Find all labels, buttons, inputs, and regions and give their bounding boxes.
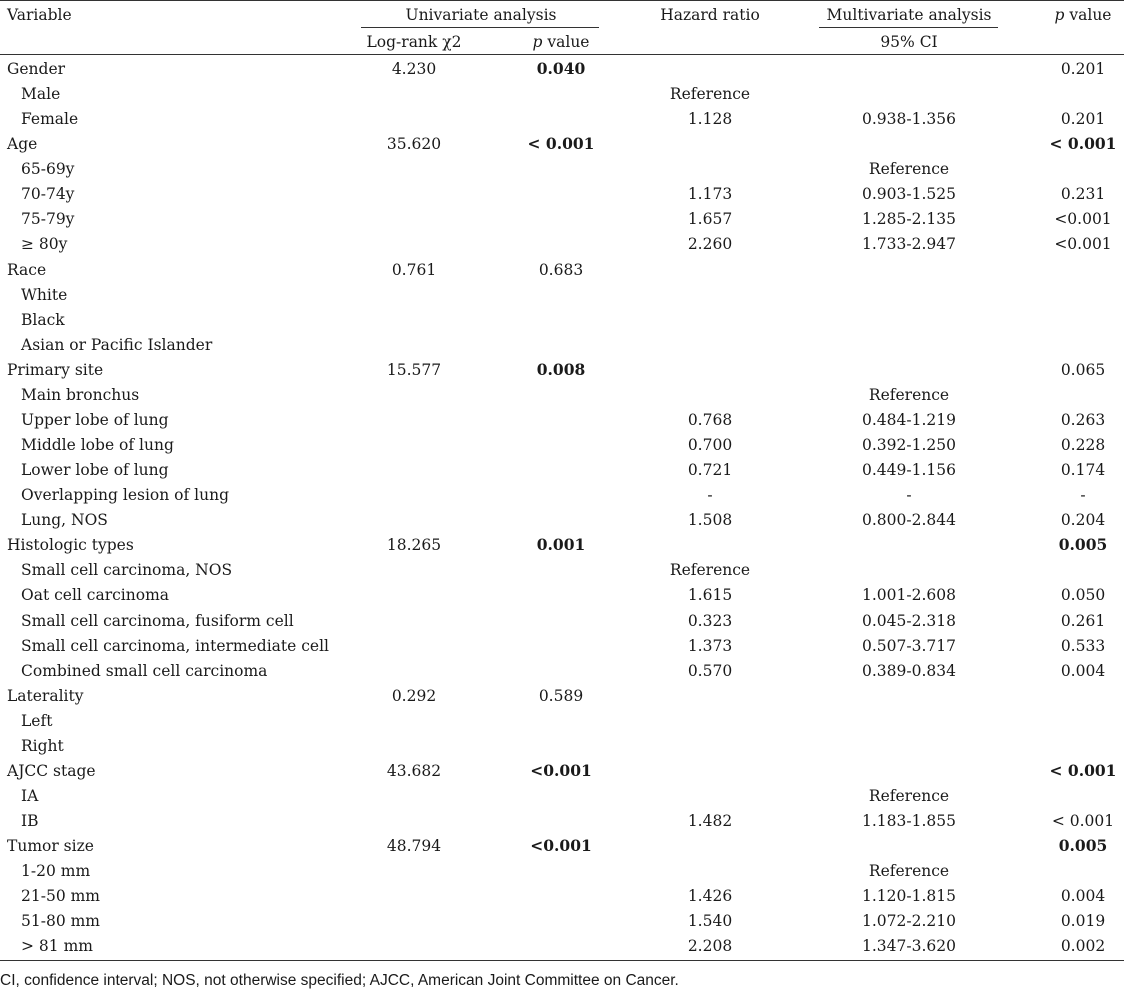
ci-cell: 1.072-2.210: [862, 912, 956, 931]
p-italic: p: [1054, 6, 1065, 24]
variable-cell: Lower lobe of lung: [21, 461, 169, 480]
p-value-rest: value: [1064, 6, 1112, 24]
multivariate-p-cell: 0.201: [1060, 110, 1106, 129]
variable-cell: Middle lobe of lung: [21, 436, 174, 455]
ci-cell: 1.733-2.947: [862, 235, 956, 254]
ci-cell: 0.507-3.717: [862, 636, 956, 655]
hazard-ratio-cell: 0.768: [687, 410, 733, 429]
ci-cell: 1.347-3.620: [862, 937, 956, 956]
header-univariate: Univariate analysis: [405, 6, 557, 24]
multivariate-p-cell: 0.002: [1060, 937, 1106, 956]
multivariate-p-cell: 0.019: [1060, 912, 1106, 931]
variable-cell: ≥ 80y: [21, 235, 68, 254]
logrank-chi-cell: 0.761: [391, 260, 437, 279]
univariate-p-cell: 0.040: [536, 59, 586, 78]
ci-cell: 0.938-1.356: [862, 110, 956, 129]
variable-cell: Gender: [7, 60, 66, 78]
variable-cell: 1-20 mm: [21, 862, 91, 881]
variable-cell: Combined small cell carcinoma: [21, 661, 268, 680]
logrank-chi-cell: 18.265: [386, 536, 442, 555]
univariate-span-rule: [361, 27, 599, 28]
table-bottom-rule: [0, 960, 1124, 961]
variable-cell: Right: [21, 736, 64, 755]
p-value-rest: value: [542, 33, 590, 51]
multivariate-p-cell: 0.174: [1060, 461, 1106, 480]
variable-cell: Female: [21, 110, 79, 129]
hazard-ratio-cell: -: [707, 486, 713, 505]
hazard-ratio-cell: 2.208: [687, 937, 733, 956]
variable-cell: 65-69y: [21, 160, 75, 179]
hazard-ratio-cell: 0.721: [687, 461, 733, 480]
univariate-p-cell: 0.008: [536, 359, 586, 379]
hazard-ratio-cell: Reference: [669, 561, 751, 580]
variable-cell: Primary site: [7, 360, 104, 379]
ci-cell: 1.183-1.855: [862, 812, 956, 831]
p-italic: p: [532, 33, 543, 51]
logrank-chi-cell: 48.794: [386, 837, 442, 856]
hazard-ratio-cell: 0.570: [687, 661, 733, 680]
ci-cell: Reference: [868, 385, 950, 404]
variable-cell: Histologic types: [7, 536, 134, 555]
hazard-ratio-cell: 1.540: [687, 912, 733, 931]
ci-cell: Reference: [868, 160, 950, 179]
variable-cell: Small cell carcinoma, intermediate cell: [21, 636, 330, 655]
variable-cell: Black: [21, 310, 65, 329]
variable-cell: 51-80 mm: [21, 912, 101, 931]
multivariate-p-cell: < 0.001: [1049, 760, 1117, 780]
header-multivariate: Multivariate analysis: [826, 6, 992, 24]
multivariate-p-cell: 0.004: [1060, 887, 1106, 906]
univariate-p-cell: <0.001: [530, 760, 592, 780]
ci-cell: Reference: [868, 862, 950, 881]
univariate-p-cell: <0.001: [530, 836, 592, 856]
multivariate-p-cell: <0.001: [1054, 235, 1112, 254]
variable-cell: 21-50 mm: [21, 887, 101, 906]
variable-cell: Male: [21, 85, 61, 104]
variable-cell: White: [21, 285, 68, 304]
univariate-p-cell: < 0.001: [527, 134, 595, 154]
variable-cell: 75-79y: [21, 210, 75, 229]
hazard-ratio-cell: 2.260: [687, 235, 733, 254]
variable-cell: Race: [7, 260, 47, 279]
hazard-ratio-cell: 1.426: [687, 887, 733, 906]
ci-cell: 0.045-2.318: [862, 611, 956, 630]
hazard-ratio-cell: 1.128: [687, 110, 733, 129]
variable-cell: IB: [21, 812, 39, 831]
hazard-ratio-cell: 0.323: [687, 611, 733, 630]
variable-cell: 70-74y: [21, 185, 75, 204]
logrank-chi-cell: 15.577: [386, 360, 442, 379]
header-hazard-ratio: Hazard ratio: [660, 6, 760, 24]
ci-cell: Reference: [868, 787, 950, 806]
multivariate-p-cell: < 0.001: [1049, 134, 1117, 154]
ci-cell: 0.392-1.250: [862, 436, 956, 455]
multivariate-p-cell: 0.050: [1060, 586, 1106, 605]
hazard-ratio-cell: Reference: [669, 85, 751, 104]
multivariate-p-cell: 0.533: [1060, 636, 1106, 655]
multivariate-p-cell: 0.005: [1058, 535, 1108, 555]
ci-cell: 1.285-2.135: [862, 210, 956, 229]
multivariate-p-cell: -: [1080, 486, 1086, 505]
univariate-p-cell: 0.001: [536, 535, 586, 555]
multivariate-p-cell: 0.201: [1060, 60, 1106, 78]
multivariate-p-cell: < 0.001: [1051, 812, 1115, 831]
ci-cell: 0.449-1.156: [862, 461, 956, 480]
variable-cell: Laterality: [7, 686, 84, 705]
hazard-ratio-cell: 1.482: [687, 812, 733, 831]
variable-cell: Tumor size: [7, 837, 94, 856]
hazard-ratio-cell: 1.657: [687, 210, 733, 229]
logrank-chi-cell: 35.620: [386, 135, 442, 154]
univariate-p-cell: 0.589: [538, 686, 584, 705]
multivariate-p-cell: 0.065: [1060, 360, 1106, 379]
hazard-ratio-cell: 1.173: [687, 185, 733, 204]
variable-cell: Oat cell carcinoma: [21, 586, 170, 605]
header-p-value-univariate: [533, 31, 590, 53]
ci-cell: 1.120-1.815: [862, 887, 956, 906]
hazard-ratio-cell: 1.615: [687, 586, 733, 605]
logrank-chi-cell: 43.682: [386, 761, 442, 780]
ci-cell: 0.800-2.844: [862, 511, 956, 530]
univariate-p-cell: 0.683: [538, 260, 584, 279]
ci-cell: -: [906, 486, 912, 505]
variable-cell: Main bronchus: [21, 385, 140, 404]
variable-cell: Small cell carcinoma, NOS: [21, 561, 233, 580]
variable-cell: AJCC stage: [7, 761, 96, 780]
multivariate-p-cell: 0.004: [1060, 661, 1106, 680]
hazard-ratio-cell: 1.373: [687, 636, 733, 655]
variable-cell: Overlapping lesion of lung: [21, 486, 230, 505]
multivariate-p-cell: 0.204: [1060, 511, 1106, 530]
variable-cell: Left: [21, 711, 53, 730]
variable-cell: IA: [21, 787, 39, 806]
hazard-ratio-cell: 0.700: [687, 436, 733, 455]
multivariate-p-cell: 0.005: [1058, 836, 1108, 856]
ci-cell: 0.484-1.219: [862, 410, 956, 429]
multivariate-p-cell: <0.001: [1054, 210, 1112, 229]
multivariate-p-cell: 0.263: [1060, 410, 1106, 429]
header-variable: Variable: [7, 6, 72, 24]
multivariate-p-cell: 0.231: [1060, 185, 1106, 204]
variable-cell: Upper lobe of lung: [21, 410, 169, 429]
multivariate-p-cell: 0.261: [1060, 611, 1106, 630]
variable-cell: Small cell carcinoma, fusiform cell: [21, 611, 294, 630]
hazard-ratio-cell: 1.508: [687, 511, 733, 530]
multivariate-span-rule: [819, 27, 998, 28]
variable-cell: Asian or Pacific Islander: [21, 335, 213, 354]
ci-cell: 0.389-0.834: [862, 661, 956, 680]
multivariate-p-cell: 0.228: [1060, 436, 1106, 455]
header-bottom-rule: [0, 54, 1124, 55]
variable-cell: > 81 mm: [21, 937, 93, 956]
ci-cell: 0.903-1.525: [862, 185, 956, 204]
header-p-value-right: [1055, 4, 1112, 26]
header-ci: 95% CI: [880, 33, 938, 51]
header-logrank: Log-rank χ2: [366, 33, 462, 51]
table-footnote: CI, confidence interval; NOS, not otherwise specified; AJCC, American Joint Committee on Cancer.: [0, 972, 679, 989]
variable-cell: Lung, NOS: [21, 511, 108, 530]
ci-cell: 1.001-2.608: [862, 586, 956, 605]
table-top-rule: [0, 0, 1124, 1]
variable-cell: Age: [7, 135, 38, 154]
logrank-chi-cell: 4.230: [391, 60, 437, 78]
logrank-chi-cell: 0.292: [391, 686, 437, 705]
